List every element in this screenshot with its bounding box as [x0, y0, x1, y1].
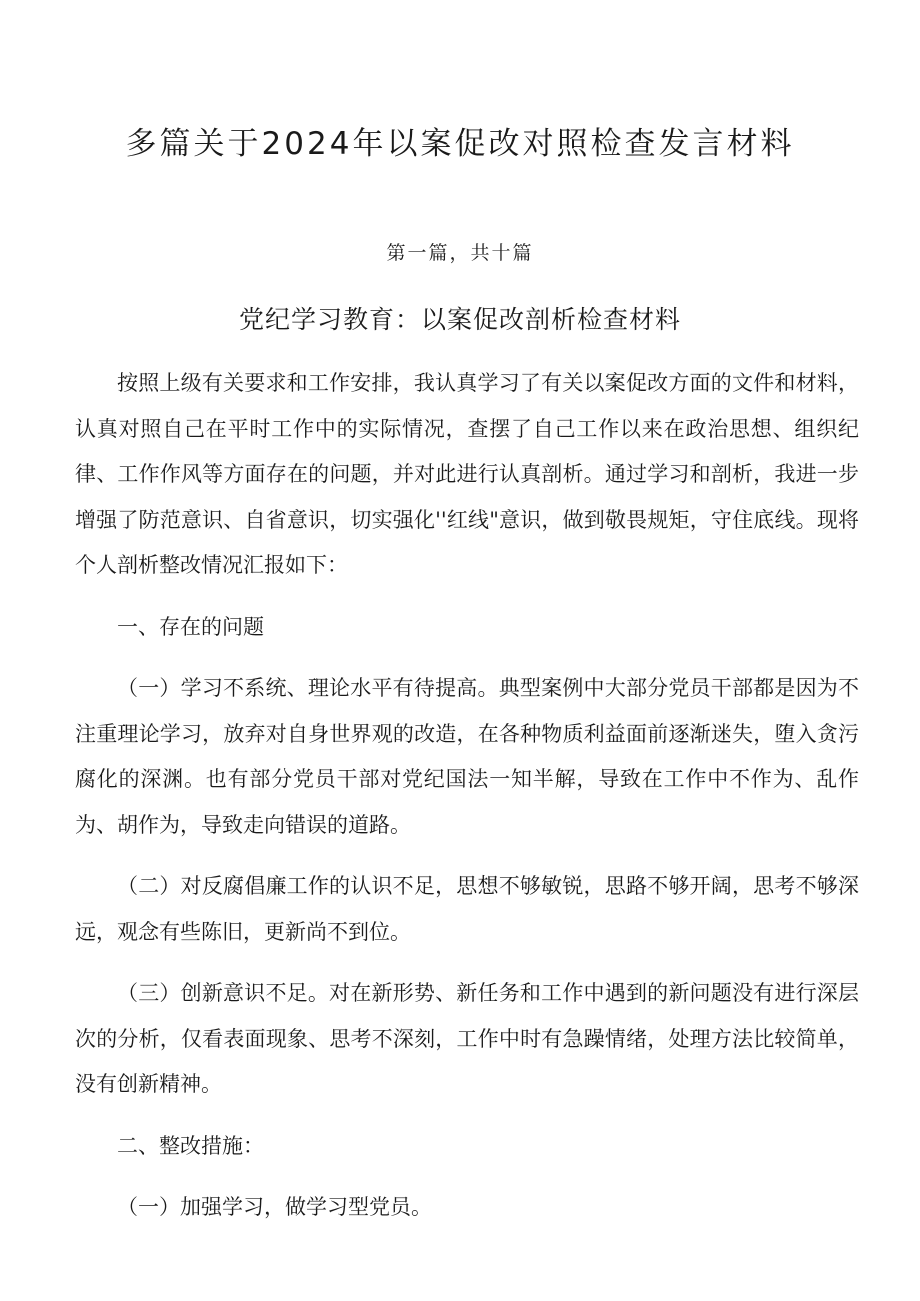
problem-paragraph-1: （一）学习不系统、理论水平有待提高。典型案例中大部分党员干部都是因为不注重理论学习，放弃对自身世界观的改造，在各种物质利益面前逐渐迷失，堕入贪污腐化的深渊。也有部分党员干部对党纪国法一知半解，导致在工作中不作为、乱作为、胡作为，导致走向错误的道路。	[75, 676, 859, 837]
intro-paragraph: 按照上级有关要求和工作安排，我认真学习了有关以案促改方面的文件和材料，认真对照自己在平时工作中的实际情况，查摆了自己工作以来在政治思想、组织纪律、工作作风等方面存在的问题，并对此进行认真剖析。通过学习和剖析，我进一步增强了防范意识、自省意识，切实强化''红线"意识，做到敬畏规矩，守住底线。现将个人剖析整改情况汇报如下：	[75, 371, 859, 577]
heading-measures: 二、整改措施：	[117, 1133, 264, 1158]
problem-paragraph-2: （二）对反腐倡廉工作的认识不足，思想不够敏锐，思路不够开阔，思考不够深远，观念有些陈旧，更新尚不到位。	[75, 874, 859, 944]
measure-paragraph-1: （一）加强学习，做学习型党员。	[117, 1195, 432, 1219]
heading-problems: 一、存在的问题	[117, 614, 264, 639]
problem-paragraph-3: （三）创新意识不足。对在新形势、新任务和工作中遇到的新问题没有进行深层次的分析，仅看表面现象、思考不深刻，工作中时有急躁情绪，处理方法比较简单，没有创新精神。	[75, 981, 859, 1096]
section-title: 党纪学习教育：以案促改剖析检查材料	[238, 305, 681, 334]
part-label: 第一篇，共十篇	[386, 242, 534, 264]
document-body	[75, 361, 859, 1231]
document-title: 多篇关于2024年以案促改对照检查发言材料	[125, 126, 795, 162]
